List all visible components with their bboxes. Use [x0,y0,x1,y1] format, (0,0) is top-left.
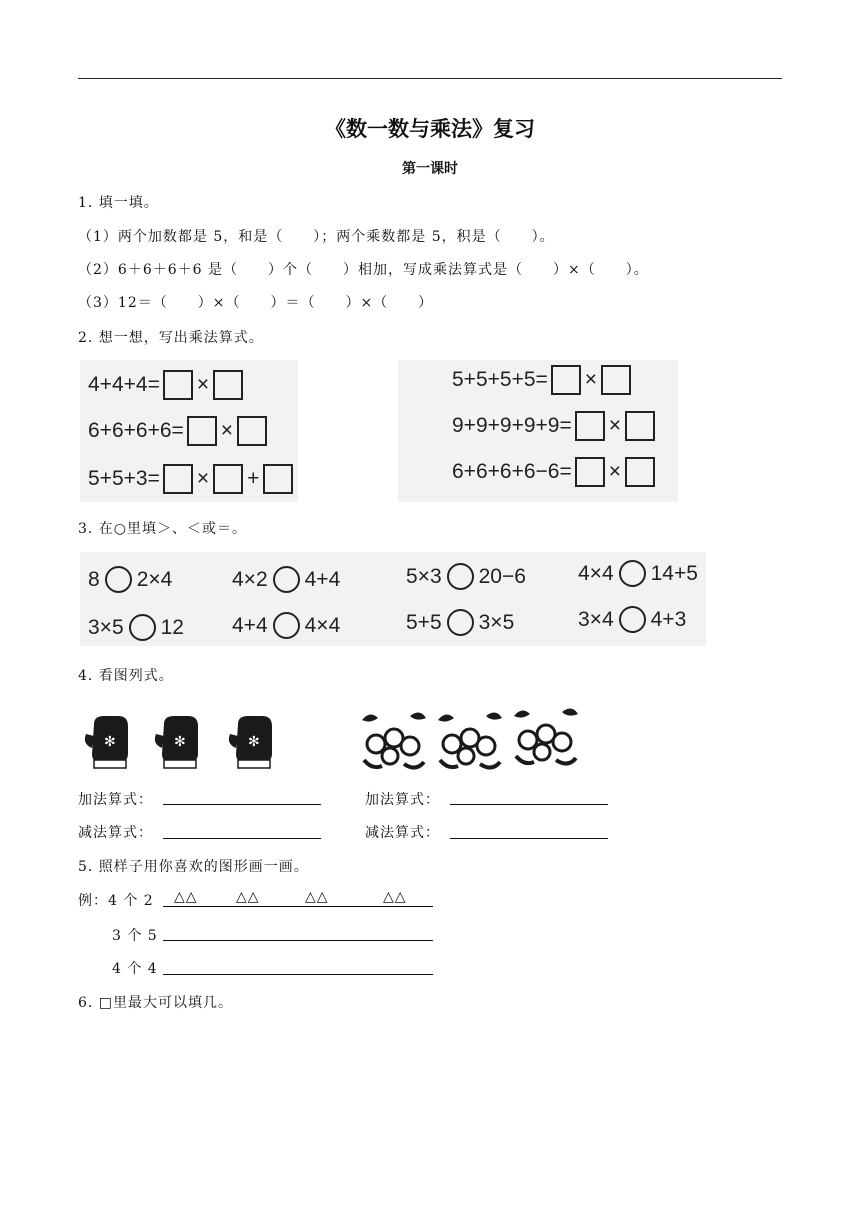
left-operand: 3×5 [88,615,124,639]
expression: 9+9+9+9+9= [452,414,572,437]
right-operand: 3×5 [478,610,515,634]
page-title: 《数一数与乘法》复习 [325,117,535,141]
compare-circle[interactable] [129,614,156,641]
q4-left-add-label: 加法算式： [78,792,153,808]
compare-circle[interactable] [447,609,474,636]
left-operand: 8 [88,567,100,591]
q3-compare-6 [232,612,340,639]
expression: 6+6+6+6= [88,419,184,442]
q4-right-sub-label: 减法算式： [365,825,440,841]
q4-right-sub-answer-line[interactable] [450,838,608,839]
q5-example-mark: △△ [305,889,329,905]
q5-example-mark: △△ [236,889,260,905]
q6-heading: 6. □里最大可以填几。 [78,995,234,1011]
q1-line-3: （3）12＝（ ）×（ ）＝（ ）×（ ） [78,295,434,311]
q5-example-label: 例：4 个 2 [78,893,154,909]
answer-box[interactable] [263,464,293,494]
answer-box[interactable] [163,370,193,400]
q5-row3-label: 4 个 4 [112,961,158,977]
times-sign: × [196,467,210,490]
left-operand: 5×3 [406,564,442,588]
page-subtitle: 第一课时 [402,161,458,177]
q5-example-mark: △△ [174,889,198,905]
mitten-icon [229,716,272,768]
expression: 6+6+6+6−6= [452,460,572,483]
q3-compare-4 [578,560,698,587]
answer-box[interactable] [237,416,267,446]
times-sign: × [584,368,598,391]
plus-sign: + [247,467,260,490]
q3-compare-7 [406,609,514,636]
compare-circle[interactable] [619,560,646,587]
left-operand: 3×4 [578,607,614,631]
answer-box[interactable] [625,457,655,487]
compare-circle[interactable] [105,566,132,593]
right-operand: 4×4 [304,613,341,637]
q4-left-sub-label: 减法算式： [78,825,153,841]
q2-left-eq-1 [88,370,246,400]
svg-text:✻: ✻ [174,734,186,750]
answer-box[interactable] [551,365,581,395]
compare-circle[interactable] [447,563,474,590]
q5-heading: 5. 照样子用你喜欢的图形画一画。 [78,859,309,875]
q2-left-eq-2 [88,416,270,446]
left-operand: 4×4 [578,561,614,585]
q5-row3-drawing-line[interactable] [163,974,433,975]
q3-compare-2 [232,566,340,593]
answer-box[interactable] [625,411,655,441]
answer-box[interactable] [575,411,605,441]
q3-compare-3 [406,563,526,590]
flower-group-icon [438,712,502,767]
header-rule [78,78,782,79]
q2-heading: 2. 想一想，写出乘法算式。 [78,330,264,346]
q4-right-add-answer-line[interactable] [450,804,608,805]
q3-compare-1 [88,566,172,593]
expression: 4+4+4= [88,373,160,396]
q1-heading: 1. 填一填。 [78,195,159,211]
q1-line-2: （2）6＋6＋6＋6 是（ ）个（ ）相加，写成乘法算式是（ ）×（ ）。 [78,262,649,278]
right-operand: 2×4 [136,567,173,591]
answer-box[interactable] [601,365,631,395]
q2-left-eq-3 [88,464,296,494]
svg-text:✻: ✻ [104,734,116,750]
compare-circle[interactable] [619,606,646,633]
q2-right-eq-1 [452,365,634,395]
left-operand: 4×2 [232,567,268,591]
right-operand: 20−6 [478,564,526,588]
q4-heading: 4. 看图列式。 [78,668,174,684]
mitten-icon [155,716,198,768]
q1-line-1: （1）两个加数都是 5，和是（ ）；两个乘数都是 5，积是（ ）。 [78,229,555,245]
left-operand: 5+5 [406,610,442,634]
q3-compare-8 [578,606,686,633]
svg-text:✻: ✻ [248,734,260,750]
right-operand: 14+5 [650,561,698,585]
answer-box[interactable] [187,416,217,446]
q4-left-add-answer-line[interactable] [163,804,321,805]
expression: 5+5+3= [88,467,160,490]
q5-row2-label: 3 个 5 [112,928,158,944]
times-sign: × [608,460,621,483]
flower-group-icon [362,712,426,767]
right-operand: 4+3 [650,607,687,631]
q4-left-sub-answer-line[interactable] [163,838,321,839]
q3-heading: 3. 在○里填＞、＜或＝。 [78,521,248,537]
q3-compare-5 [88,614,184,641]
answer-box[interactable] [213,370,243,400]
answer-box[interactable] [213,464,243,494]
mitten-icon [85,716,128,768]
q4-right-add-label: 加法算式： [365,792,440,808]
q2-right-eq-2 [452,411,658,441]
q4-picture [80,704,600,774]
q5-example-mark: △△ [383,889,407,905]
right-operand: 4+4 [304,567,341,591]
times-sign: × [608,414,621,437]
expression: 5+5+5+5= [452,368,548,391]
q5-row2-drawing-line[interactable] [163,940,433,941]
right-operand: 12 [160,615,184,639]
answer-box[interactable] [575,457,605,487]
answer-box[interactable] [163,464,193,494]
times-sign: × [220,419,234,442]
left-operand: 4+4 [232,613,268,637]
times-sign: × [196,373,210,396]
flower-group-icon [514,708,578,763]
q5-example-line [163,906,433,907]
q2-right-eq-3 [452,457,658,487]
compare-circle[interactable] [273,612,300,639]
compare-circle[interactable] [273,566,300,593]
